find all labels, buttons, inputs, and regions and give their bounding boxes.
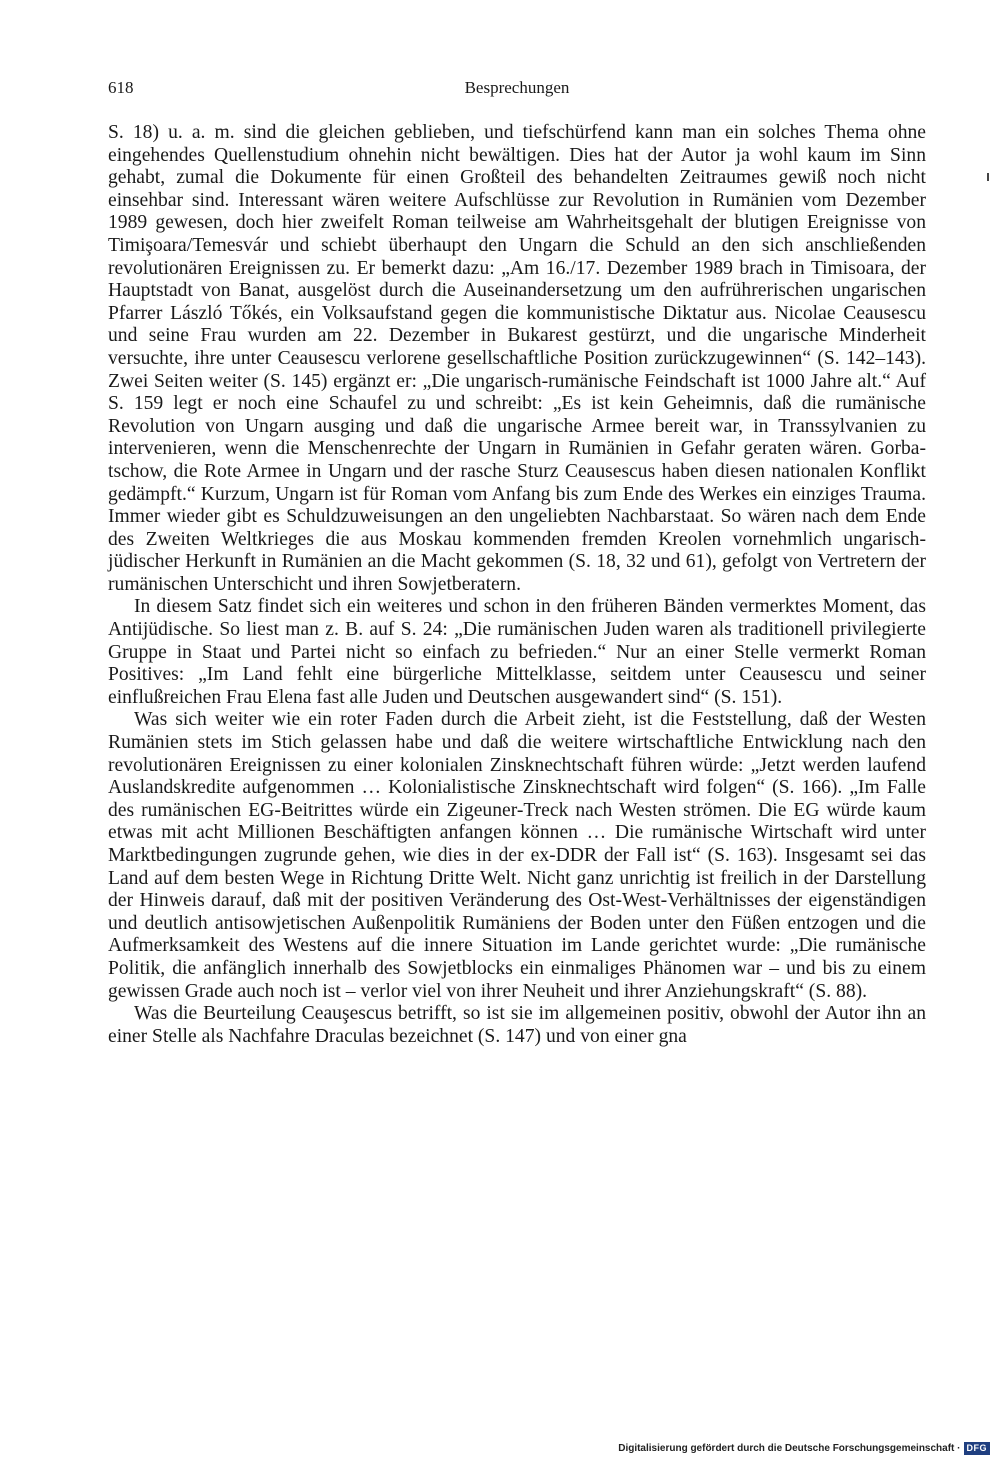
margin-mark: [987, 173, 989, 181]
paragraph-2: In diesem Satz findet sich ein weiteres und schon in den früheren Bänden vermerktes Moment, das Antijüdische. So liest man z. B. auf S. 24: „Die rumänischen Juden waren als traditionell privilegierte Gruppe in Staat und Partei nicht so einfach zu befrieden.“ Nur an einer Stelle vermerkt Roman Positives: „Im Land fehlt eine bürgerliche Mittelklasse, seitdem unter Ceausescu und seiner einflußreichen Frau Elena fast alle Juden und Deutschen ausgewandert sind“ (S. 151).: [108, 596, 926, 708]
footer-text: Digitalisierung gefördert durch die Deutsche Forschungsgemeinschaft ·: [618, 1442, 961, 1454]
paragraph-1: S. 18) u. a. m. sind die gleichen geblieben, und tiefschürfend kann man ein solches Thema ohne eingehendes Quellenstudium ohnehin nicht bewältigen. Dies hat der Autor ja wohl kaum im Sinn gehabt, zumal die Dokumente für einen Großteil des behandelten Zeitraumes gewiß noch nicht einsehbar sind. Interessant wären weitere Aufschlüsse zur Revolution in Rumänien vom Dezember 1989 gewesen, doch hier zweifelt Roman teilweise am Wahrheitsgehalt der blutigen Ereignisse von Timişoara/Temesvár und schiebt überhaupt den Ungarn die Schuld an den sich anschließenden revolutionären Ereignissen zu. Er bemerkt dazu: „Am 16./17. Dezember 1989 brach in Timisoara, der Hauptstadt von Banat, ausgelöst durch die Auseinandersetzung um den aufrührerischen ungarischen Pfarrer László Tőkés, ein Volksaufstand gegen die kommunistische Diktatur aus. Nicolae Ceausescu und seine Frau wurden am 22. Dezember in Bukarest gestürzt, und die ungarische Minderheit versuchte, ihre unter Ceausescu verlorene gesellschaftliche Position zurückzugewinnen“ (S. 142–143). Zwei Seiten weiter (S. 145) ergänzt er: „Die ungarisch-rumänische Feindschaft ist 1000 Jahre alt.“ Auf S. 159 legt er noch eine Schaufel zu und schreibt: „Es ist kein Geheimnis, daß die rumänische Revolution von Ungarn ausging und daß die ungarische Armee bereit war, in Transsylvanien zu intervenieren, wenn die Menschenrechte der Ungarn in Rumänien in Gefahr geraten wären. Gorbatschow, die Rote Armee in Ungarn und der rasche Sturz Ceausescus haben diesen nationalen Konflikt gedämpft.“ Kurzum, Ungarn ist für Roman vom Anfang bis zum Ende des Werkes ein einziges Trauma. Immer wieder gibt es Schuldzuweisungen an den ungeliebten Nachbarstaat. So wären nach dem Ende des Zweiten Weltkrieges die aus Moskau kommenden fremden Kreolen vornehmlich ungarisch-jüdischer Herkunft in Rumänien an die Macht gekommen (S. 18, 32 und 61), gefolgt von Vertretern der rumänischen Unterschicht und ihren Sowjetberatern.: [108, 122, 926, 595]
page-number: 618: [108, 78, 134, 97]
page-header: [108, 74, 926, 104]
digitization-footer: [618, 1441, 990, 1455]
page-body: [108, 122, 926, 1048]
running-head: Besprechungen: [464, 78, 570, 97]
paragraph-4: Was die Beurteilung Ceauşescus betrifft, so ist sie im allgemeinen positiv, obwohl der Autor ihn an einer Stelle als Nachfahre Draculas bezeichnet (S. 147) und von einer gna: [108, 1003, 926, 1047]
dfg-logo-icon: DFG: [964, 1442, 991, 1455]
paragraph-3: Was sich weiter wie ein roter Faden durch die Arbeit zieht, ist die Feststellung, daß der Westen Rumänien stets im Stich gelassen habe und daß die weitere wirtschaftliche Entwicklung nach den revolutionären Ereignissen zu einer kolonialen Zinsknechtschaft führen würde: „Jetzt werden laufend Auslandskredite aufgenommen … Kolonialistische Zinsknechtschaft wird folgen“ (S. 166). „Im Falle des rumänischen EG-Beitrittes würde ein Zigeuner-Treck nach Westen strömen. Die EG würde kaum etwas mit acht Millionen Beschäftigten anfangen können … Die rumänische Wirtschaft wird unter Marktbedingungen zugrunde gehen, wie dies in der ex-DDR der Fall ist“ (S. 163). Insgesamt sei das Land auf dem besten Wege in Richtung Dritte Welt. Nicht ganz unrichtig ist freilich in der Darstellung der Hinweis darauf, daß mit der positiven Veränderung des Ost-West-Verhältnisses der eigenständigen und deutlich antisowjetischen Außenpolitik Rumäniens der Boden unter den Füßen entzogen und die Aufmerksamkeit des Westens auf die innere Situation im Lande gerichtet wurde: „Die rumänische Politik, die anfänglich innerhalb des Sowjetblocks ein einmaliges Phänomen war – und bis zu einem gewissen Grade auch noch ist – verlor viel von ihrer Neuheit und ihrer Anziehungskraft“ (S. 88).: [108, 709, 926, 1002]
